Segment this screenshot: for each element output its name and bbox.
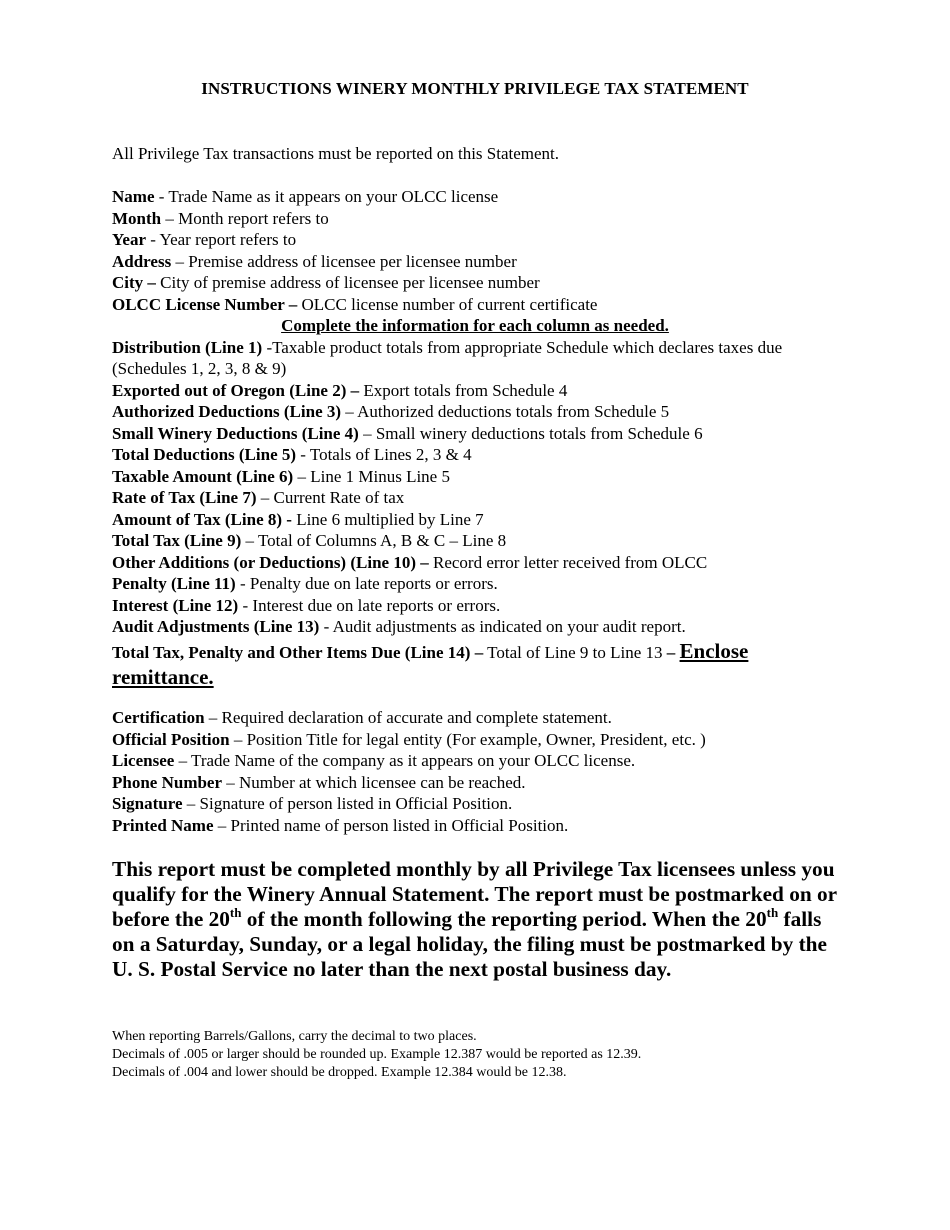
cert-term: Certification: [112, 708, 205, 727]
field-desc: Month report refers to: [178, 208, 329, 228]
line-desc: Total of Line 9 to Line 13: [487, 642, 663, 662]
line-term: Rate of Tax (Line 7): [112, 488, 257, 507]
field-desc: Trade Name as it appears on your OLCC license: [168, 187, 499, 206]
cert-desc: Printed name of person listed in Official Position.: [230, 815, 569, 835]
line-term: Interest (Line 12): [112, 595, 239, 615]
field-term: Name: [112, 187, 155, 206]
line-desc: Authorized deductions totals from Schedule 5: [357, 402, 670, 421]
line-term: Penalty (Line 11): [112, 574, 236, 593]
line-item-13: Audit Adjustments (Line 13) - Audit adjustments as indicated on your audit report.: [112, 617, 686, 636]
line-term: Total Tax, Penalty and Other Items Due (Line 14) –: [112, 642, 484, 662]
line-term: Audit Adjustments (Line 13): [112, 617, 320, 636]
cert-term: Printed Name: [112, 815, 214, 835]
cert-row-signature: Signature – Signature of person listed in Official Position.: [112, 794, 513, 814]
field-term: Year: [112, 230, 146, 249]
line-item-11: Penalty (Line 11) - Penalty due on late reports or errors.: [112, 574, 498, 593]
page-title: INSTRUCTIONS WINERY MONTHLY PRIVILEGE TAX STATEMENT: [201, 79, 749, 98]
rounding-note: Decimals of .005 or larger should be rounded up. Example 12.387 would be reported as 12.39.: [112, 1047, 642, 1062]
intro-text: All Privilege Tax transactions must be reported on this Statement.: [112, 144, 560, 163]
line-desc: Record error letter received from OLCC: [432, 552, 708, 572]
line-desc: Interest due on late reports or errors.: [252, 595, 501, 615]
line-item-5: Total Deductions (Line 5) - Totals of Lines 2, 3 & 4: [112, 445, 472, 464]
line-item-6: Taxable Amount (Line 6) – Line 1 Minus Line 5: [112, 466, 450, 486]
cert-desc: Signature of person listed in Official Position.: [199, 794, 513, 814]
field-term: Address: [112, 251, 172, 271]
rounding-notes: [112, 1028, 838, 1082]
line-desc: Line 6 multiplied by Line 7: [296, 509, 484, 529]
line-item-10: [112, 552, 838, 574]
cert-row-certification: Certification – Required declaration of accurate and complete statement.: [112, 708, 612, 727]
line-item-9: Total Tax (Line 9) – Total of Columns A, B & C – Line 8: [112, 531, 507, 550]
filing-deadline-notice: This report must be completed monthly by all Privilege Tax licensees unless you qualify for the Winery Annual Statement. The report must be postmarked on or before the 20th of the month following the reporting period. When the 20th falls on a Saturday, Sunday, or a legal holiday, the filing must be postmarked by the U. S. Postal Service no later than the next postal business day.: [112, 857, 837, 981]
field-term: OLCC License Number –: [112, 294, 298, 314]
field-desc: OLCC license number of current certificate: [301, 294, 598, 314]
line-term: Exported out of Oregon (Line 2) –: [112, 380, 360, 400]
cert-term: Signature: [112, 794, 183, 814]
line-desc: Export totals from Schedule 4: [363, 380, 568, 400]
field-desc: Year report refers to: [159, 230, 297, 249]
field-desc: Premise address of licensee per licensee number: [188, 251, 517, 271]
field-row-year: Year - Year report refers to: [112, 230, 297, 249]
line-item-7: Rate of Tax (Line 7) – Current Rate of tax: [112, 488, 405, 507]
line-item-12: Interest (Line 12) - Interest due on late reports or errors.: [112, 595, 501, 615]
cert-desc: Number at which licensee can be reached.: [239, 772, 526, 792]
line-term: Total Tax (Line 9): [112, 531, 242, 550]
line-term: Total Deductions (Line 5): [112, 445, 297, 464]
field-row-license: [112, 294, 838, 316]
column-heading: Complete the information for each column as needed.: [281, 316, 669, 335]
cert-row-printed-name: Printed Name – Printed name of person listed in Official Position.: [112, 815, 569, 835]
line-desc: Totals of Lines 2, 3 & 4: [309, 445, 472, 464]
line-term: Authorized Deductions (Line 3): [112, 402, 342, 421]
field-row-name: Name - Trade Name as it appears on your OLCC license: [112, 187, 499, 206]
cert-row-official-position: Official Position – Position Title for legal entity (For example, Owner, President, etc. ): [112, 729, 706, 749]
field-row-city: [112, 272, 838, 294]
line-desc: Audit adjustments as indicated on your audit report.: [332, 617, 686, 636]
line-desc: Total of Columns A, B & C – Line 8: [257, 531, 507, 550]
line-desc: Small winery deductions totals from Schedule 6: [375, 423, 703, 443]
field-row-month: Month – Month report refers to: [112, 208, 329, 228]
cert-desc: Required declaration of accurate and complete statement.: [221, 708, 612, 727]
line-item-4: Small Winery Deductions (Line 4) – Small winery deductions totals from Schedule 6: [112, 423, 703, 443]
field-row-address: Address – Premise address of licensee per licensee number: [112, 251, 517, 271]
rounding-note: When reporting Barrels/Gallons, carry the decimal to two places.: [112, 1029, 477, 1044]
line-desc: Taxable product totals from appropriate Schedule which declares taxes due (Schedules 1, 2, 3, 8 & 9): [112, 337, 783, 378]
line-item-2: [112, 380, 838, 402]
line-term: Other Additions (or Deductions) (Line 10) –: [112, 552, 429, 572]
field-definitions: [112, 186, 838, 691]
cert-desc: Trade Name of the company as it appears on your OLCC license.: [191, 751, 636, 771]
line-item-1: Distribution (Line 1) -Taxable product totals from appropriate Schedule which declares taxes due (Schedules 1, 2, 3, 8 & 9): [112, 337, 783, 378]
cert-term: Licensee: [112, 751, 175, 771]
cert-term: Phone Number: [112, 772, 223, 792]
field-desc: City of premise address of licensee per licensee number: [160, 273, 540, 292]
line-term: Taxable Amount (Line 6): [112, 466, 294, 486]
cert-row-licensee: Licensee – Trade Name of the company as it appears on your OLCC license.: [112, 751, 636, 771]
rounding-note: Decimals of .004 and lower should be dropped. Example 12.384 would be 12.38.: [112, 1065, 567, 1080]
cert-row-phone: Phone Number – Number at which licensee can be reached.: [112, 772, 526, 792]
cert-term: Official Position: [112, 729, 230, 749]
field-term: Month: [112, 208, 162, 228]
line-item-14: Total Tax, Penalty and Other Items Due (Line 14) – Total of Line 9 to Line 13 – Enclose remittance.: [112, 638, 749, 689]
line-desc: Line 1 Minus Line 5: [310, 466, 450, 486]
line-term: Amount of Tax (Line 8) -: [112, 509, 292, 529]
line-term: Small Winery Deductions (Line 4): [112, 423, 359, 443]
enclose-remittance: Enclose remittance.: [112, 638, 749, 689]
field-term: City –: [112, 273, 156, 292]
line-term: Distribution (Line 1): [112, 337, 263, 357]
line-desc: Current Rate of tax: [273, 488, 405, 507]
line-desc: Penalty due on late reports or errors.: [249, 574, 498, 593]
cert-desc: Position Title for legal entity (For example, Owner, President, etc. ): [246, 729, 706, 749]
certification-definitions: [112, 707, 838, 837]
line-item-8: [112, 509, 838, 531]
line-item-3: Authorized Deductions (Line 3) – Authorized deductions totals from Schedule 5: [112, 402, 670, 421]
